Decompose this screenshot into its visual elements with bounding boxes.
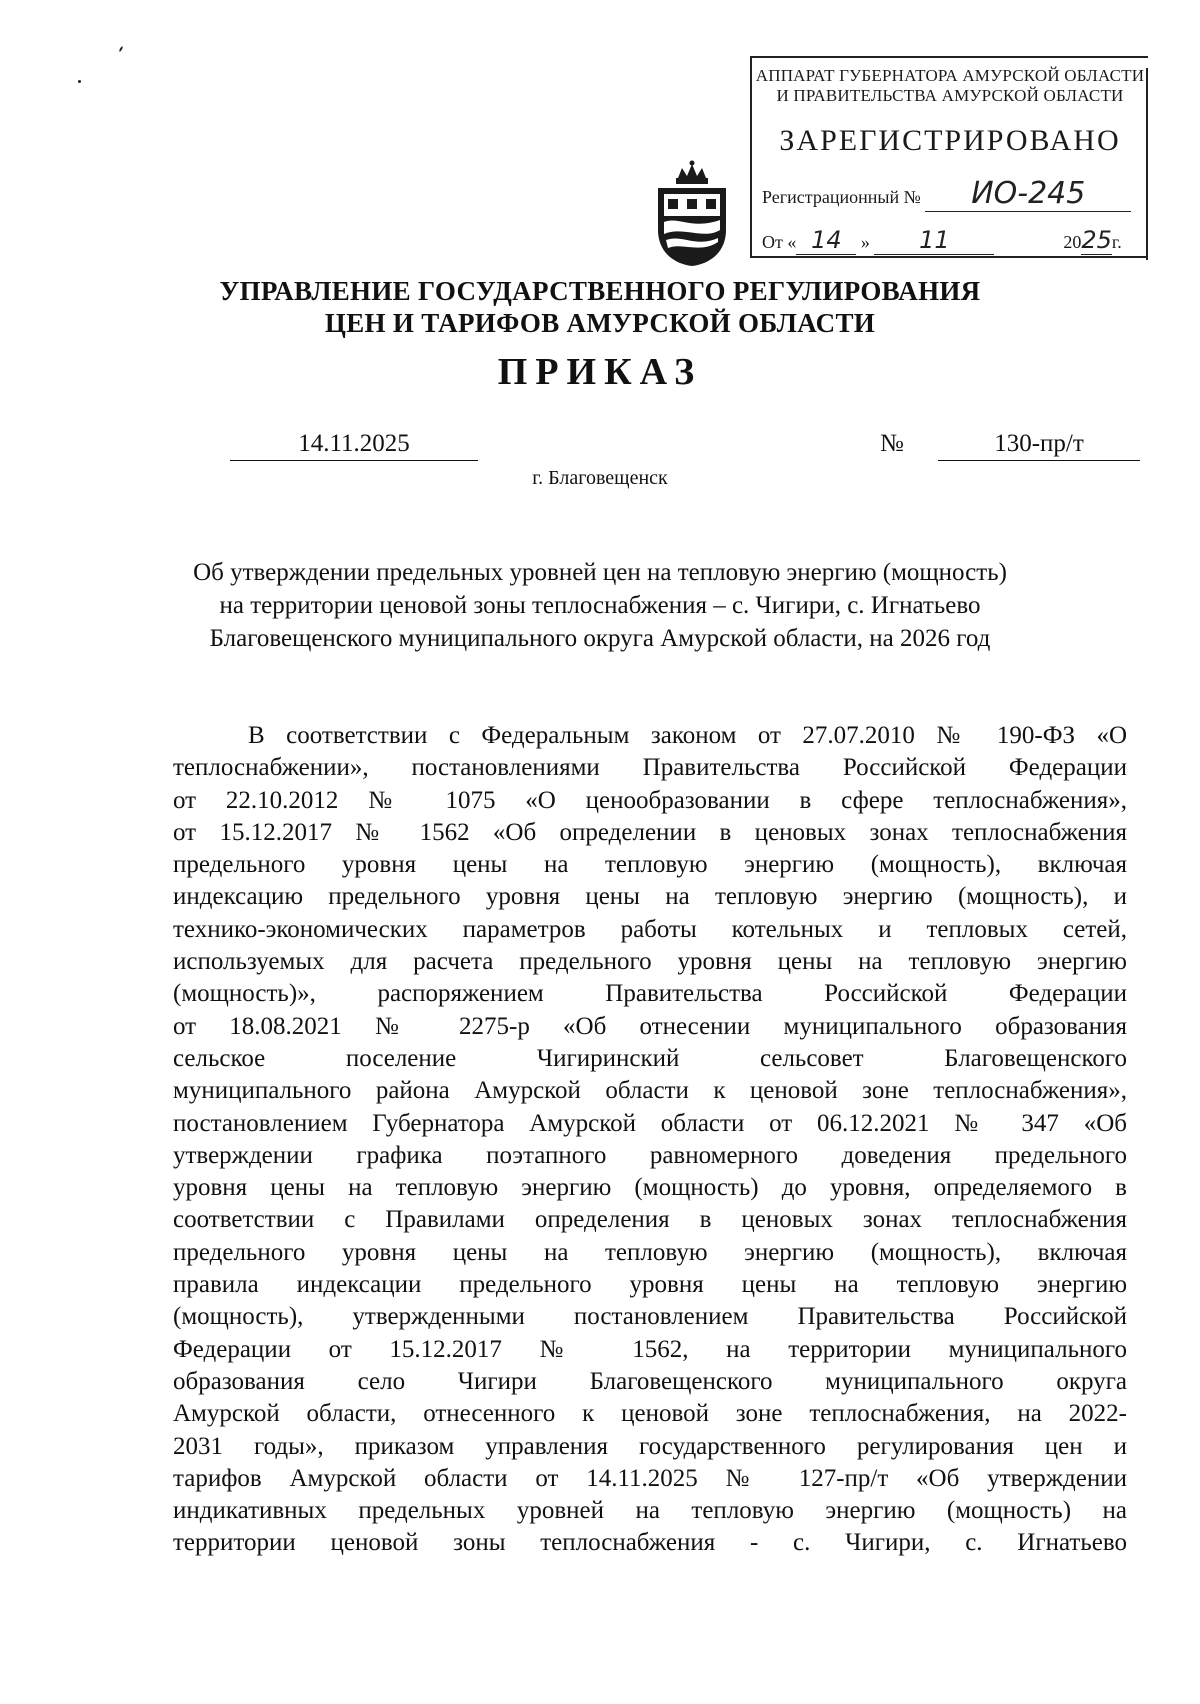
body-line: правила индексации предельного уровня цены на тепловую энергию xyxy=(173,1271,1127,1299)
stamp-date-mid: » xyxy=(860,232,870,252)
body-line: индексацию предельного уровня цены на тепловую энергию (мощность), и xyxy=(173,883,1127,911)
agency-name-line-2: ЦЕН И ТАРИФОВ АМУРСКОЙ ОБЛАСТИ xyxy=(324,308,876,338)
body-line: В соответствии с Федеральным законом от 27.07.2010 № 190-ФЗ «О xyxy=(248,722,1127,749)
stamp-regno-label: Регистрационный № xyxy=(762,187,921,207)
issue-city: г. Благовещенск xyxy=(532,467,668,489)
order-title-block xyxy=(150,556,1050,655)
body-line: технико-экономических параметров работы котельных и тепловых сетей, xyxy=(173,915,1127,943)
stamp-org-line-2: И ПРАВИТЕЛЬСТВА АМУРСКОЙ ОБЛАСТИ xyxy=(776,86,1124,105)
stamp-date-prefix: От « xyxy=(762,232,797,252)
stamp-date-row xyxy=(762,226,1122,255)
body-line: используемых для расчета предельного уровня цены на тепловую энергию xyxy=(173,948,1127,976)
body-line: Федерации от 15.12.2017 № 1562, на территории муниципального xyxy=(173,1335,1127,1363)
stamp-registered-label: ЗАРЕГИСТРИРОВАНО xyxy=(779,124,1121,157)
stamp-date-suffix: г. xyxy=(1111,232,1122,252)
agency-name-line-1: УПРАВЛЕНИЕ ГОСУДАРСТВЕННОГО РЕГУЛИРОВАНИЯ xyxy=(219,276,981,306)
order-date: 14.11.2025 xyxy=(230,430,478,461)
stamp-date-day: 14 xyxy=(811,226,842,254)
coat-of-arms-emblem xyxy=(652,160,732,268)
stamp-date-year-prefix: 20 xyxy=(1063,232,1082,252)
order-number: 130-пр/т xyxy=(938,430,1140,461)
order-body-paragraph xyxy=(173,720,1127,1560)
body-line: Амурской области, отнесенного к ценовой зоне теплоснабжения, на 2022- xyxy=(173,1400,1127,1428)
body-line: территории ценовой зоны теплоснабжения - с. Чигири, с. Игнатьево xyxy=(173,1529,1127,1557)
order-number-label: № xyxy=(880,430,904,457)
body-line: 2031 годы», приказом управления государственного регулирования цен и xyxy=(173,1432,1127,1460)
body-line: теплоснабжении», постановлениями Правительства Российской Федерации xyxy=(173,754,1127,782)
order-title-line: на территории ценовой зоны теплоснабжения – с. Чигири, с. Игнатьево xyxy=(219,592,981,619)
stamp-regno-field xyxy=(925,176,1131,212)
body-line: утверждении графика поэтапного равномерного доведения предельного xyxy=(173,1141,1127,1169)
order-title-line: Благовещенского муниципального округа Амурской области, на 2026 год xyxy=(209,625,991,652)
order-title-line: Об утверждении предельных уровней цен на тепловую энергию (мощность) xyxy=(193,559,1007,586)
body-line: постановлением Губернатора Амурской области от 06.12.2021 № 347 «Об xyxy=(173,1109,1127,1137)
body-line: уровня цены на тепловую энергию (мощность) до уровня, определяемого в xyxy=(173,1174,1127,1202)
body-line: сельское поселение Чигиринский сельсовет Благовещенского xyxy=(173,1044,1127,1072)
stamp-border-right xyxy=(1146,68,1148,260)
body-line: от 18.08.2021 № 2275-р «Об отнесении муниципального образования xyxy=(173,1012,1127,1040)
stamp-regno-value: ИО-245 xyxy=(971,176,1086,211)
stamp-date-year: 25 xyxy=(1081,226,1112,254)
body-line: муниципального района Амурской области к ценовой зоне теплоснабжения», xyxy=(173,1077,1127,1105)
body-line: соответствии с Правилами определения в ценовых зонах теплоснабжения xyxy=(173,1206,1127,1234)
document-type-heading: ПРИКАЗ xyxy=(497,351,703,393)
body-line: от 15.12.2017 № 1562 «Об определении в ценовых зонах теплоснабжения xyxy=(173,818,1127,846)
body-line: тарифов Амурской области от 14.11.2025 № 127-пр/т «Об утверждении xyxy=(173,1464,1127,1492)
stamp-date-month: 11 xyxy=(919,226,950,254)
body-line: индикативных предельных уровней на тепловую энергию (мощность) на xyxy=(173,1497,1127,1525)
scan-speck xyxy=(78,80,81,83)
body-line: (мощность)», распоряжением Правительства Российской Федерации xyxy=(173,980,1127,1008)
stamp-org-line-1: АППАРАТ ГУБЕРНАТОРА АМУРСКОЙ ОБЛАСТИ xyxy=(755,66,1145,85)
registration-stamp xyxy=(750,56,1148,258)
body-line: образования село Чигири Благовещенского муниципального округа xyxy=(173,1367,1127,1395)
body-line: предельного уровня цены на тепловую энергию (мощность), включая xyxy=(173,851,1127,879)
stamp-border-bottom xyxy=(752,256,1148,258)
body-line: предельного уровня цены на тепловую энергию (мощность), включая xyxy=(173,1238,1127,1266)
stamp-regno-row xyxy=(762,176,1131,212)
body-line: (мощность), утвержденными постановлением Правительства Российской xyxy=(173,1303,1127,1331)
scan-speck xyxy=(119,46,124,52)
body-line: от 22.10.2012 № 1075 «О ценообразовании в сфере теплоснабжения», xyxy=(173,786,1127,814)
